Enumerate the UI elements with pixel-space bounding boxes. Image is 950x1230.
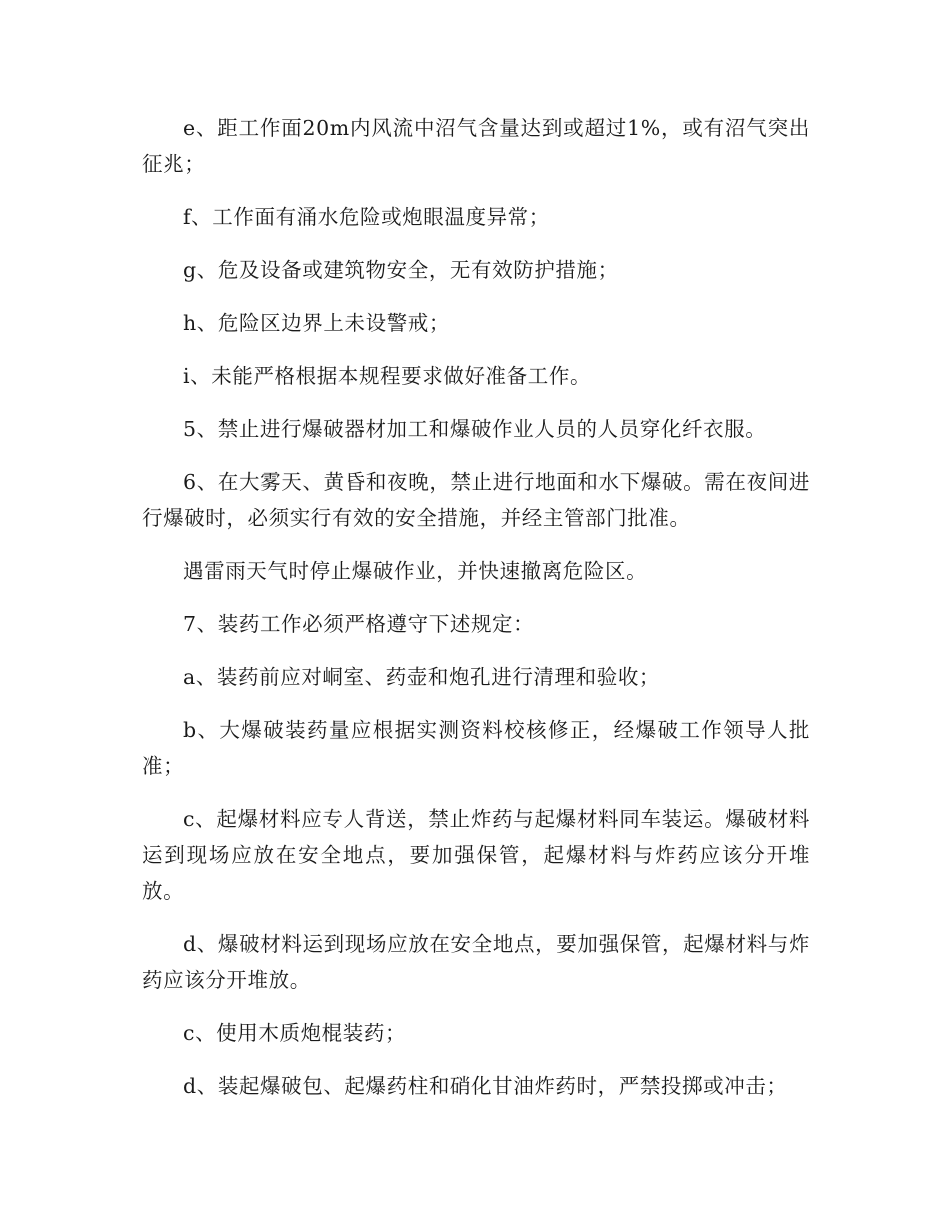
paragraph-6-weather-night: 6、在大雾天、黄昏和夜晚，禁止进行地面和水下爆破。需在夜间进行爆破时，必须实行有效的安全措施，并经主管部门批准。 [142,470,810,530]
paragraph-g-equipment-safety: g、危及设备或建筑物安全，无有效防护措施； [183,258,619,282]
paragraph-c-transport: c、起爆材料应专人背送，禁止炸药与起爆材料同车装运。爆破材料运到现场应放在安全地点，要加强保管，起爆材料与炸药应该分开堆放。 [142,807,810,903]
paragraph-c-wooden-rod: c、使用木质炮棍装药； [183,1021,407,1045]
paragraph-f-water-hazard: f、工作面有涌水危险或炮眼温度异常； [183,205,550,229]
paragraph-d-storage: d、爆破材料运到现场应放在安全地点，要加强保管，起爆材料与炸药应该分开堆放。 [142,932,810,992]
paragraph-d-no-throwing: d、装起爆破包、起爆药柱和硝化甘油炸药时，严禁投掷或冲击； [183,1074,788,1098]
paragraph-h-boundary-warning: h、危险区边界上未设警戒； [183,311,451,335]
paragraph-5-clothing: 5、禁止进行爆破器材加工和爆破作业人员的人员穿化纤衣服。 [183,417,767,441]
paragraph-b-charge-approval: b、大爆破装药量应根据实测资料校核修正，经爆破工作领导人批准； [142,718,810,778]
paragraph-thunderstorm: 遇雷雨天气时停止爆破作业，并快速撤离危险区。 [183,559,648,583]
paragraph-7-loading-rules: 7、装药工作必须严格遵守下述规定： [183,612,535,636]
paragraph-i-preparation: i、未能严格根据本规程要求做好准备工作。 [183,364,592,388]
document-body [142,110,810,1104]
paragraph-a-inspection: a、装药前应对峒室、药壶和炮孔进行清理和验收； [183,665,661,689]
paragraph-e-gas-condition: e、距工作面20m内风流中沼气含量达到或超过1%，或有沼气突出征兆； [142,116,810,176]
